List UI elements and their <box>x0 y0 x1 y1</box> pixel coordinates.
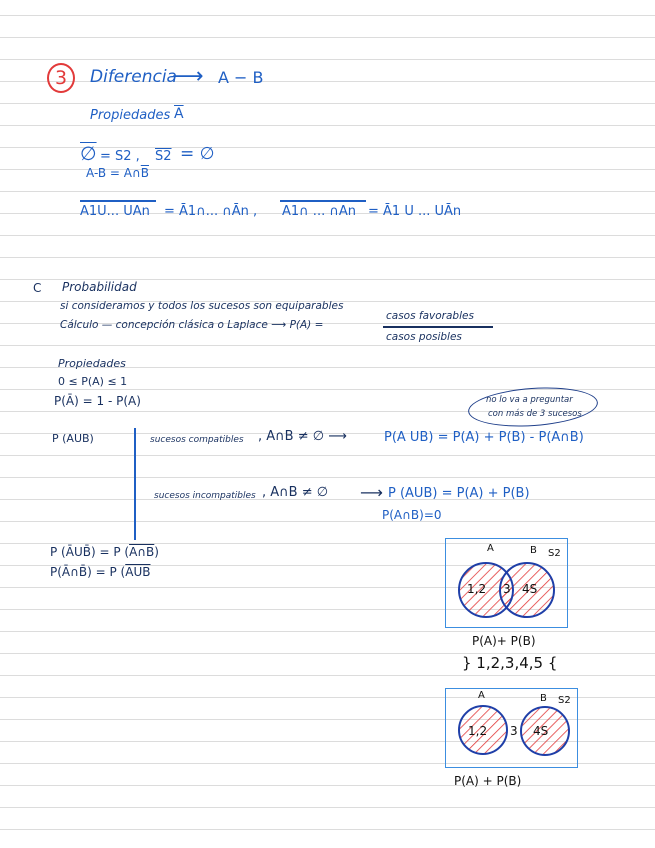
demorgan-prob-l2-lhs: P(Ā∩B̄) = P ( <box>50 565 126 579</box>
a-complement: $\overline{A}$ <box>174 106 184 122</box>
venn-2-right: 4S <box>533 724 549 738</box>
section-number: 3 <box>54 67 68 89</box>
section-title: Diferencia <box>90 67 177 87</box>
venn-1-omega: S2 <box>548 548 561 559</box>
demorgan-union-lhs: A1U... UAn <box>80 204 150 219</box>
sample-space-set: } 1,2,3,4,5 { <box>462 654 558 672</box>
complement-rule: P(Ā) = 1 - P(A) <box>54 394 141 408</box>
venn-2-mid: 3 <box>510 724 518 738</box>
laplace-line: Cálculo — concepción clásica o Laplace ⟶ P(A) = <box>60 319 324 331</box>
venn-2-left: 1,2 <box>468 724 488 738</box>
demorgan-prob-l2-inner: $\overline{AUB}$ <box>125 565 151 579</box>
demorgan-union-rhs: = Ā1∩... ∩Ān , <box>164 204 258 219</box>
venn-2-label-a: A <box>478 690 485 701</box>
fraction-numerator: casos favorables <box>386 310 474 322</box>
equiprobable-note: si consideramos y todos los sucesos son equiparables <box>60 300 344 312</box>
note-line-2: con más de 3 sucesos <box>488 409 582 419</box>
propiedades-heading-2: Propiedades <box>58 357 126 370</box>
demorgan-prob-l1-close: ) <box>154 545 159 559</box>
omega-complement: S2 <box>155 149 172 164</box>
incompatible-intersection-zero: P(A∩B)=0 <box>382 508 442 522</box>
venn-2-label-b: B <box>540 693 547 704</box>
venn-1-caption: P(A)+ P(B) <box>472 634 536 648</box>
union-label: P (AUB) <box>52 432 94 445</box>
demorgan-prob-l1-lhs: P (ĀUB̄) = P ( <box>50 545 130 559</box>
compatible-formula: P(A UB) = P(A) + P(B) - P(A∩B) <box>384 430 584 445</box>
venn-2-omega: S2 <box>558 695 571 706</box>
venn-2-caption: P(A) + P(B) <box>454 774 522 788</box>
arrow-icon: ⟶ <box>172 64 204 89</box>
compatible-condition: , A∩B ≠ ∅ ⟶ <box>258 429 347 444</box>
incompatible-formula: P (AUB) = P(A) + P(B) <box>388 486 530 501</box>
demorgan-intersection-lhs: A1∩ ... ∩An <box>282 204 356 219</box>
demorgan-intersection-rhs: = Ā1 U ... UĀn <box>368 204 462 219</box>
incompatible-arrow: ⟶ <box>360 483 383 502</box>
empty-set-complement: ∅ <box>80 143 97 165</box>
fraction-denominator: casos posibles <box>386 331 462 343</box>
difference-definition-text: A-B = A∩ <box>86 166 141 180</box>
venn-1-label-b: B <box>530 545 537 556</box>
b-complement: $\overline{B}$ <box>140 166 149 180</box>
section-c-title: Probabilidad <box>62 280 137 294</box>
demorgan-prob-l1-inner: A∩B <box>129 545 155 559</box>
venn-1-mid: 3 <box>503 582 511 596</box>
section-result: A − B <box>218 68 264 87</box>
incompatible-label: sucesos incompatibles <box>154 491 256 501</box>
probability-bounds: 0 ≤ P(A) ≤ 1 <box>58 375 128 388</box>
note-line-1: no lo va a preguntar <box>486 395 573 405</box>
venn-1-right: 4S <box>522 582 538 596</box>
venn-1-left: 1,2 <box>467 582 487 596</box>
compatible-label: sucesos compatibles <box>150 435 244 445</box>
equals-empty: = ∅ <box>180 144 215 164</box>
venn-1-label-a: A <box>487 543 494 554</box>
section-letter: C <box>33 281 42 295</box>
equals-omega: = S2 , <box>100 149 140 164</box>
incompatible-condition: , A∩B ≠ ∅ <box>262 485 329 500</box>
propiedades-heading: Propiedades <box>90 108 171 123</box>
